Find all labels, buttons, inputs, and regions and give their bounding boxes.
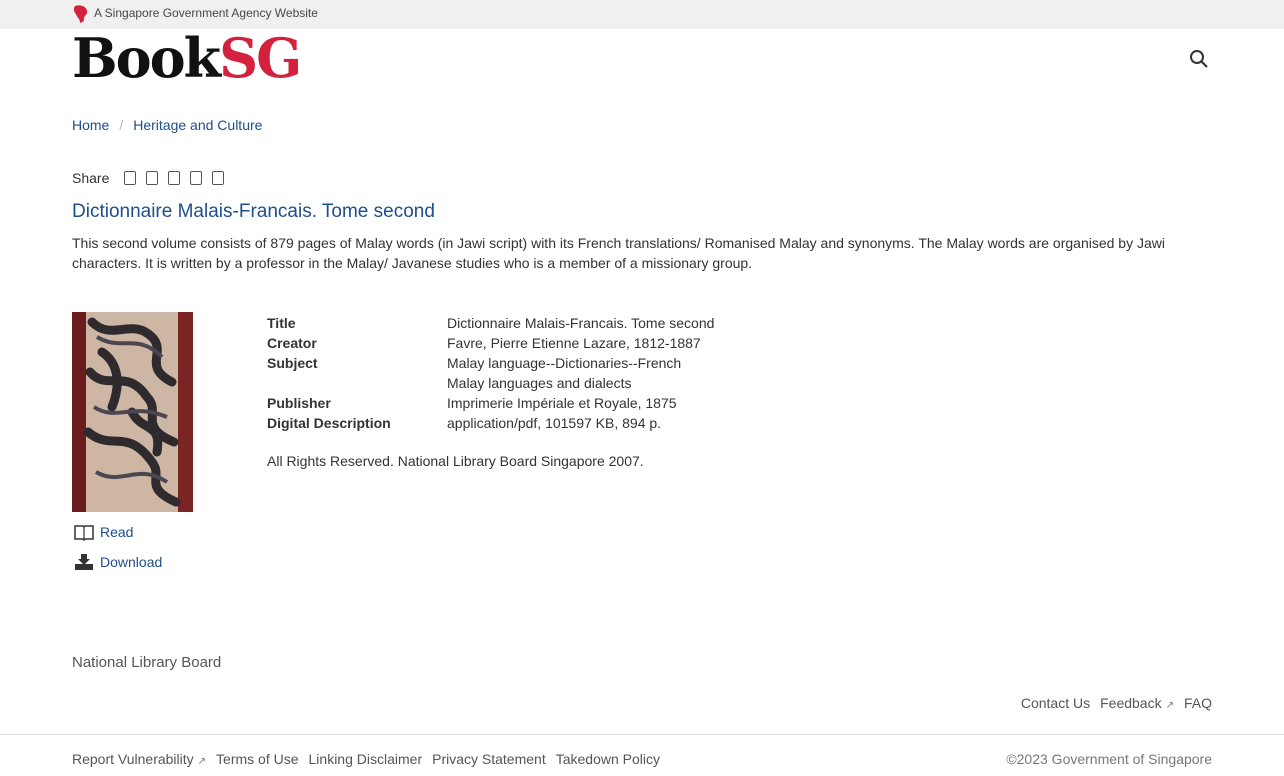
masthead-text: A Singapore Government Agency Website xyxy=(94,6,318,20)
metadata-label: Publisher xyxy=(267,395,331,411)
privacy-statement-link[interactable]: Privacy Statement xyxy=(432,751,546,767)
footer-links-bottom xyxy=(72,751,670,767)
government-masthead xyxy=(0,0,1284,29)
metadata-row-title xyxy=(267,313,714,333)
metadata-row-subject xyxy=(267,353,714,373)
metadata-value: Malay language--Dictionaries--French xyxy=(447,355,682,371)
metadata-value: Dictionnaire Malais-Francais. Tome second xyxy=(447,315,715,331)
share-bar xyxy=(72,170,229,186)
email-share-icon[interactable] xyxy=(212,171,224,185)
metadata-value: Favre, Pierre Etienne Lazare, 1812-1887 xyxy=(447,335,701,351)
download-link[interactable]: Download xyxy=(100,554,163,570)
rights-statement: All Rights Reserved. National Library Board Singapore 2007. xyxy=(267,453,644,469)
breadcrumb-home-link[interactable]: Home xyxy=(72,117,110,133)
twitter-share-icon[interactable] xyxy=(146,171,158,185)
contact-us-link[interactable]: Contact Us xyxy=(1020,695,1091,711)
logo-book-text: Book xyxy=(72,26,220,90)
page-title: Dictionnaire Malais-Francais. Tome second xyxy=(72,201,435,222)
breadcrumb-heritage-link[interactable]: Heritage and Culture xyxy=(133,117,263,133)
facebook-share-icon[interactable] xyxy=(124,171,136,185)
external-link-icon: ↗ xyxy=(197,756,207,767)
download-action[interactable] xyxy=(74,553,162,571)
feedback-link[interactable] xyxy=(1100,695,1174,711)
item-summary: This second volume consists of 879 pages of Malay words (in Jawi script) with its French translations/ Romanised Malay and synonyms. The Malay words are organised by Jawi characters. It is written by a professor in the Malay/ Javanese studies who is a member of a missionary group. xyxy=(72,235,1165,271)
search-icon[interactable] xyxy=(1188,46,1210,72)
metadata-value: Imprimerie Impériale et Royale, 1875 xyxy=(447,395,677,411)
linking-disclaimer-link[interactable]: Linking Disclaimer xyxy=(308,751,423,767)
metadata-label: Subject xyxy=(267,355,318,371)
read-link[interactable]: Read xyxy=(100,524,134,540)
faq-link[interactable]: FAQ xyxy=(1183,695,1212,711)
report-label: Report Vulnerability xyxy=(72,751,194,767)
download-icon xyxy=(74,553,94,571)
takedown-policy-link[interactable]: Takedown Policy xyxy=(555,751,660,767)
share-label: Share xyxy=(72,170,110,186)
copyright: ©2023 Government of Singapore xyxy=(1006,751,1212,767)
booksg-logo[interactable] xyxy=(72,26,301,90)
singapore-lion-icon xyxy=(72,4,90,24)
breadcrumb xyxy=(72,117,262,133)
metadata-value: Malay languages and dialects xyxy=(447,375,632,391)
feedback-label: Feedback xyxy=(1100,695,1162,711)
metadata-row-creator xyxy=(267,333,714,353)
metadata-label: Title xyxy=(267,315,296,331)
external-link-icon: ↗ xyxy=(1165,700,1174,711)
metadata-row-digital xyxy=(267,413,714,433)
metadata-label: Digital Description xyxy=(267,415,391,431)
footer-divider xyxy=(0,734,1284,735)
open-book-icon xyxy=(74,523,94,541)
logo-sg-text: SG xyxy=(219,26,301,90)
metadata-label: Creator xyxy=(267,335,317,351)
metadata-row-publisher xyxy=(267,393,714,413)
terms-of-use-link[interactable]: Terms of Use xyxy=(216,751,299,767)
footer-links-top xyxy=(1011,695,1212,711)
metadata-table xyxy=(267,313,714,433)
footer-org-name: National Library Board xyxy=(72,654,222,671)
metadata-value: application/pdf, 101597 KB, 894 p. xyxy=(447,415,662,431)
report-vulnerability-link[interactable] xyxy=(72,751,206,767)
read-action[interactable] xyxy=(74,523,133,541)
whatsapp-share-icon[interactable] xyxy=(190,171,202,185)
book-cover-thumbnail[interactable] xyxy=(72,312,193,512)
metadata-row-subject-2 xyxy=(267,373,714,393)
breadcrumb-separator: / xyxy=(119,117,124,133)
linkedin-share-icon[interactable] xyxy=(168,171,180,185)
